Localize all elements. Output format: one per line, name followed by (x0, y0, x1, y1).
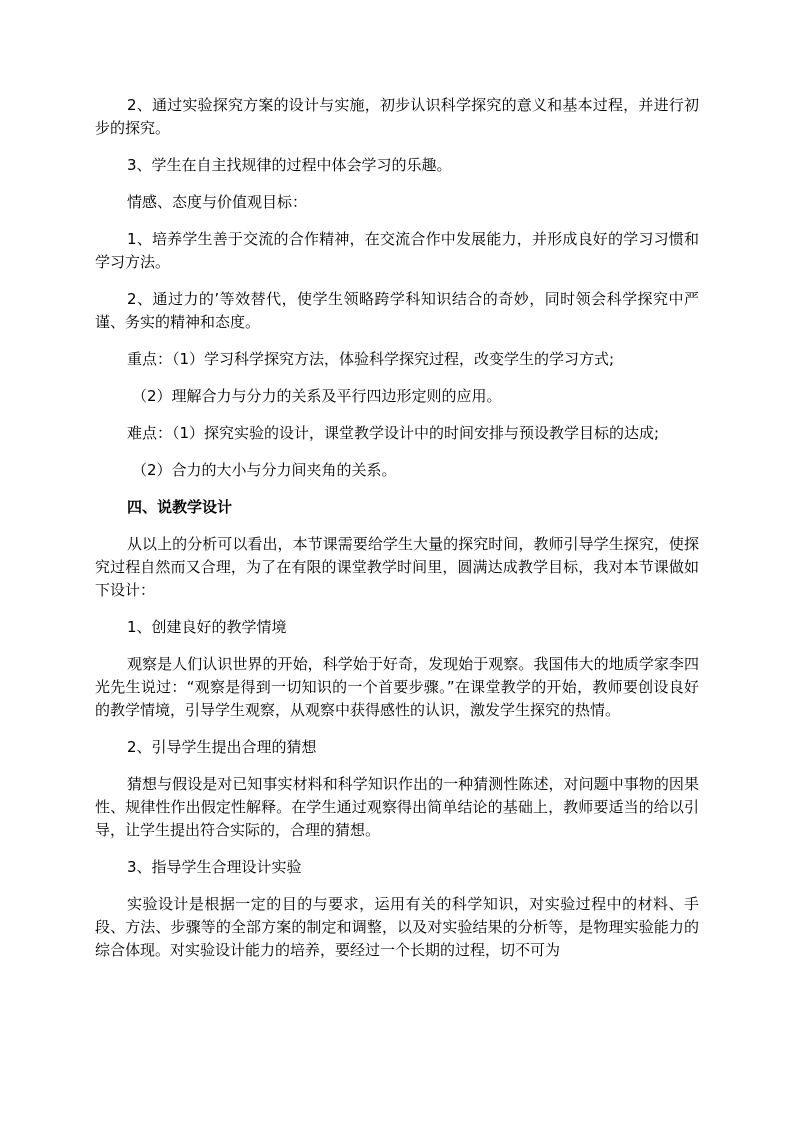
paragraph-difficulty-2: （2）合力的大小与分力间夹角的关系。 (132, 461, 397, 479)
paragraph-key-point-1: 重点：（1）学习科学探究方法，体验科学探究过程，改变学生的学习方式; (127, 350, 615, 368)
paragraph-step-2-body: 猜想与假设是对已知事实材料和科学知识作出的一种猜测性陈述，对问题中事物的因果性、规律性作出假定性解释。在学生通过观察得出简单结论的基础上，教师要适当的给以引导，让学生提出符合实际的，合理的猜想。 (95, 775, 699, 839)
section-heading-teaching-design: 四、说教学设计 (127, 498, 233, 516)
paragraph-step-1-title: 1、创建良好的教学情境 (127, 618, 287, 636)
document-page (95, 94, 699, 976)
paragraph-step-1-body: 观察是人们认识世界的开始，科学始于好奇，发现始于观察。我国伟大的地质学家李四光先生说过：“观察是得到一切知识的一个首要步骤。”在课堂教学的开始，教师要创设良好的教学情境，引导学生观察，从观察中获得感性的认识，激发学生探究的热情。 (95, 655, 699, 719)
paragraph-emotion-goals-title: 情感、态度与价值观目标： (127, 193, 308, 211)
paragraph-step-3-title: 3、指导学生合理设计实验 (127, 858, 302, 876)
paragraph-key-point-2: （2）理解合力与分力的关系及平行四边形定则的应用。 (132, 387, 502, 405)
paragraph-objective-3: 3、学生在自主找规律的过程中体会学习的乐趣。 (127, 156, 452, 174)
paragraph-design-intro: 从以上的分析可以看出，本节课需要给学生大量的探究时间，教师引导学生探究，使探究过程自然而又合理，为了在有限的课堂教学时间里，圆满达成教学目标，我对本节课做如下设计： (95, 535, 699, 599)
paragraph-step-3-body: 实验设计是根据一定的目的与要求，运用有关的科学知识，对实验过程中的材料、手段、方法、步骤等的全部方案的制定和调整，以及对实验结果的分析等，是物理实验能力的综合体现。对实验设计能力的培养，要经过一个长期的过程，切不可为 (95, 895, 699, 959)
paragraph-difficulty-1: 难点：（1）探究实验的设计，课堂教学设计中的时间安排与预设教学目标的达成; (127, 424, 660, 442)
paragraph-emotion-goal-1: 1、培养学生善于交流的合作精神，在交流合作中发展能力，并形成良好的学习习惯和学习方法。 (95, 230, 699, 271)
paragraph-objective-2: 2、通过实验探究方案的设计与实施，初步认识科学探究的意义和基本过程，并进行初步的探究。 (95, 96, 699, 137)
paragraph-emotion-goal-2: 2、通过力的’等效替代，使学生领略跨学科知识结合的奇妙，同时领会科学探究中严谨、务实的精神和态度。 (95, 290, 699, 331)
paragraph-step-2-title: 2、引导学生提出合理的猜想 (127, 738, 317, 756)
